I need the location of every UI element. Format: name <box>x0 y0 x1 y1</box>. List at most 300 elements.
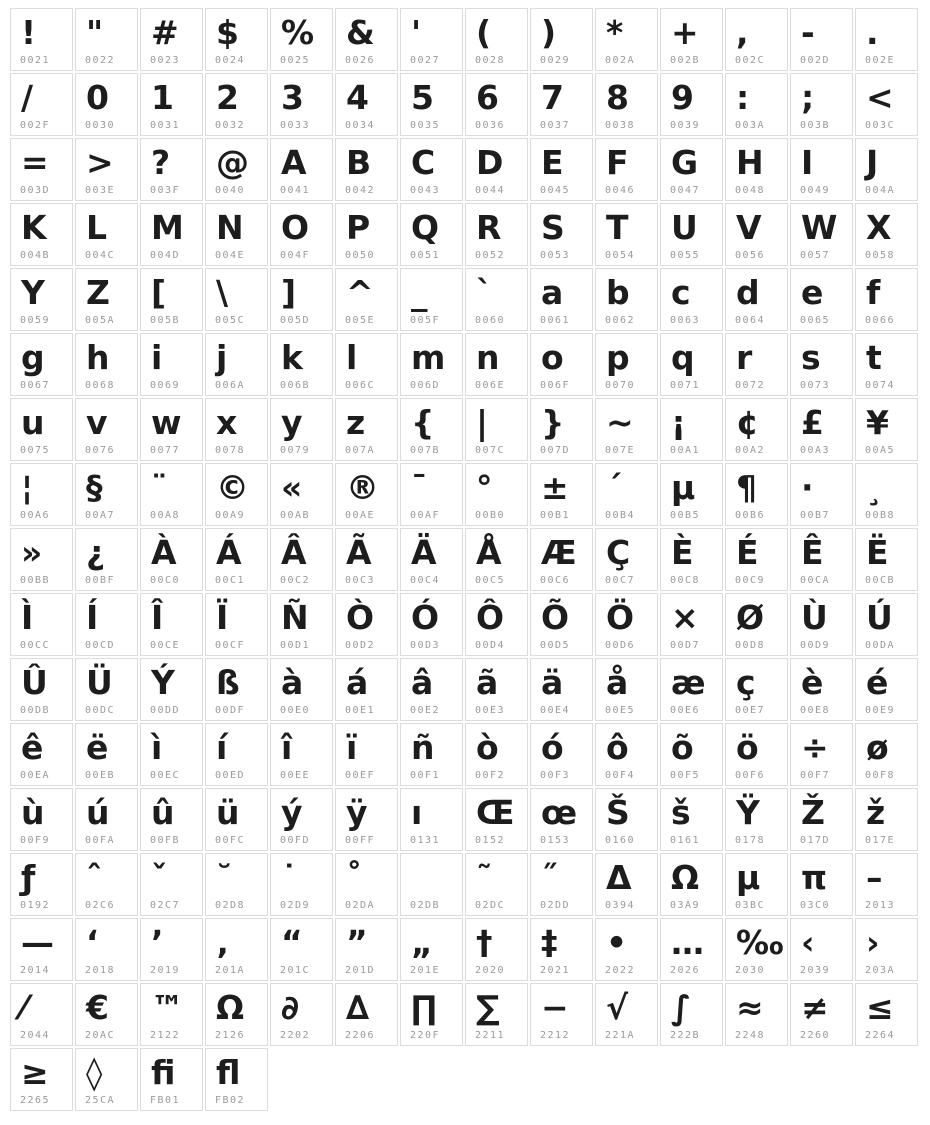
glyph-character: ﬂ <box>216 1053 241 1092</box>
glyph-cell <box>335 463 398 526</box>
glyph-cell <box>660 8 723 71</box>
glyph-cell <box>335 593 398 656</box>
glyph-code-label: 0056 <box>735 250 766 261</box>
glyph-character: ’ <box>151 923 164 962</box>
glyph-code-label: 0024 <box>215 55 246 66</box>
glyph-code-label: 00F8 <box>865 770 896 781</box>
glyph-cell <box>205 138 268 201</box>
glyph-cell <box>465 333 528 396</box>
glyph-code-label: 00FF <box>345 835 376 846</box>
glyph-code-label: 002D <box>800 55 831 66</box>
glyph-code-label: 02DA <box>345 900 376 911</box>
glyph-cell <box>400 853 463 916</box>
glyph-code-label: 00E8 <box>800 705 831 716</box>
glyph-code-label: 00BB <box>20 575 51 586</box>
glyph-character: ˆ <box>86 858 103 897</box>
glyph-character: É <box>736 533 759 572</box>
glyph-cell <box>595 918 658 981</box>
glyph-code-label: 00E6 <box>670 705 701 716</box>
glyph-character: ˙ <box>281 858 298 897</box>
glyph-cell <box>465 983 528 1046</box>
glyph-character: & <box>346 13 375 52</box>
glyph-code-label: 00BF <box>85 575 116 586</box>
glyph-character: ñ <box>411 728 435 767</box>
glyph-code-label: 00DC <box>85 705 116 716</box>
glyph-code-label: 017E <box>865 835 896 846</box>
glyph-character: ý <box>281 793 303 832</box>
glyph-character: ﬁ <box>151 1053 176 1092</box>
glyph-code-label: 00E5 <box>605 705 636 716</box>
glyph-character: | <box>476 403 489 442</box>
glyph-character: f <box>866 273 881 312</box>
glyph-code-label: 0023 <box>150 55 181 66</box>
glyph-character: C <box>411 143 436 182</box>
glyph-character: . <box>866 13 879 52</box>
glyph-character: p <box>606 338 630 377</box>
glyph-cell <box>530 528 593 591</box>
glyph-code-label: 0071 <box>670 380 701 391</box>
glyph-cell <box>10 463 73 526</box>
glyph-cell <box>660 658 723 721</box>
glyph-code-label: 2264 <box>865 1030 896 1041</box>
glyph-character: € <box>86 988 109 1027</box>
glyph-character: ¨ <box>151 468 168 507</box>
glyph-code-label: 00CD <box>85 640 116 651</box>
glyph-character: › <box>866 923 880 962</box>
glyph-code-label: 00A9 <box>215 510 246 521</box>
glyph-code-label: 0042 <box>345 185 376 196</box>
glyph-code-label: 25CA <box>85 1095 116 1106</box>
glyph-character: ) <box>541 13 557 52</box>
glyph-cell <box>75 853 138 916</box>
glyph-code-label: 0051 <box>410 250 441 261</box>
glyph-cell <box>205 8 268 71</box>
glyph-character: a <box>541 273 564 312</box>
glyph-cell <box>660 138 723 201</box>
glyph-cell <box>75 788 138 851</box>
glyph-character: } <box>541 403 565 442</box>
glyph-character: = <box>21 143 49 182</box>
glyph-character: 7 <box>541 78 564 117</box>
glyph-character: ? <box>151 143 171 182</box>
glyph-cell <box>400 723 463 786</box>
glyph-character: ÿ <box>346 793 368 832</box>
glyph-character: ê <box>21 728 44 767</box>
glyph-cell <box>660 853 723 916</box>
glyph-cell <box>10 138 73 201</box>
glyph-character: g <box>21 338 45 377</box>
glyph-cell <box>530 333 593 396</box>
glyph-code-label: 00E3 <box>475 705 506 716</box>
glyph-cell <box>725 853 788 916</box>
glyph-cell <box>335 853 398 916</box>
glyph-cell <box>335 658 398 721</box>
glyph-code-label: 0035 <box>410 120 441 131</box>
glyph-cell <box>595 333 658 396</box>
glyph-cell <box>205 203 268 266</box>
glyph-code-label: 0062 <box>605 315 636 326</box>
glyph-code-label: 004A <box>865 185 896 196</box>
glyph-cell <box>530 138 593 201</box>
glyph-character: ∂ <box>281 988 299 1027</box>
glyph-code-label: 006B <box>280 380 311 391</box>
glyph-cell <box>205 333 268 396</box>
glyph-cell <box>140 528 203 591</box>
glyph-code-label: 0072 <box>735 380 766 391</box>
glyph-character: ! <box>21 13 37 52</box>
glyph-character: Î <box>151 598 164 637</box>
glyph-cell <box>465 528 528 591</box>
glyph-code-label: 2039 <box>800 965 831 976</box>
glyph-character: ° <box>476 468 493 507</box>
glyph-cell <box>75 8 138 71</box>
glyph-character: ž <box>866 793 886 832</box>
glyph-cell <box>790 918 853 981</box>
glyph-cell <box>400 8 463 71</box>
glyph-cell <box>205 268 268 331</box>
glyph-character: V <box>736 208 762 247</box>
glyph-cell <box>855 463 918 526</box>
glyph-code-label: 005E <box>345 315 376 326</box>
glyph-code-label: 00B0 <box>475 510 506 521</box>
glyph-cell <box>205 528 268 591</box>
glyph-cell <box>400 333 463 396</box>
glyph-cell <box>140 1048 203 1111</box>
glyph-cell <box>790 333 853 396</box>
glyph-cell <box>530 658 593 721</box>
glyph-character: E <box>541 143 564 182</box>
glyph-cell <box>335 203 398 266</box>
glyph-character: ç <box>736 663 756 702</box>
glyph-cell <box>855 398 918 461</box>
glyph-character: 0 <box>86 78 109 117</box>
glyph-cell <box>140 983 203 1046</box>
glyph-cell <box>465 788 528 851</box>
glyph-code-label: 0038 <box>605 120 636 131</box>
glyph-code-label: 0036 <box>475 120 506 131</box>
glyph-cell <box>790 788 853 851</box>
glyph-code-label: 004B <box>20 250 51 261</box>
glyph-cell <box>10 203 73 266</box>
glyph-cell <box>270 463 333 526</box>
glyph-code-label: 00CF <box>215 640 246 651</box>
glyph-code-label: 0043 <box>410 185 441 196</box>
glyph-cell <box>855 138 918 201</box>
glyph-code-label: 00C0 <box>150 575 181 586</box>
glyph-character: T <box>606 208 629 247</box>
glyph-cell <box>855 723 918 786</box>
glyph-character: K <box>21 208 47 247</box>
glyph-character: S <box>541 208 565 247</box>
glyph-character: ; <box>801 78 815 117</box>
glyph-code-label: 00C8 <box>670 575 701 586</box>
glyph-code-label: 00B6 <box>735 510 766 521</box>
glyph-character: Ì <box>21 598 34 637</box>
glyph-code-label: 007D <box>540 445 571 456</box>
glyph-cell <box>660 788 723 851</box>
glyph-cell <box>270 918 333 981</box>
glyph-cell <box>10 1048 73 1111</box>
glyph-character: ÷ <box>801 728 829 767</box>
glyph-code-label: 2013 <box>865 900 896 911</box>
glyph-cell <box>335 8 398 71</box>
glyph-cell <box>400 463 463 526</box>
glyph-code-label: 00A1 <box>670 445 701 456</box>
glyph-character: π <box>801 858 828 897</box>
glyph-code-label: 005F <box>410 315 441 326</box>
glyph-code-label: 00E2 <box>410 705 441 716</box>
glyph-character: ¥ <box>866 403 889 442</box>
glyph-character: ˚ <box>346 858 363 897</box>
glyph-character: 5 <box>411 78 434 117</box>
glyph-code-label: 2122 <box>150 1030 181 1041</box>
glyph-cell <box>530 8 593 71</box>
glyph-character: n <box>476 338 500 377</box>
glyph-character: ‘ <box>86 923 99 962</box>
glyph-cell <box>335 268 398 331</box>
glyph-cell <box>140 723 203 786</box>
glyph-code-label: 0033 <box>280 120 311 131</box>
glyph-character: ” <box>346 923 368 962</box>
glyph-cell <box>855 268 918 331</box>
glyph-code-label: 00F6 <box>735 770 766 781</box>
glyph-code-label: 00C2 <box>280 575 311 586</box>
glyph-cell <box>855 983 918 1046</box>
glyph-code-label: 00AF <box>410 510 441 521</box>
glyph-code-label: 0192 <box>20 900 51 911</box>
glyph-cell <box>660 983 723 1046</box>
glyph-character: L <box>86 208 108 247</box>
glyph-character: R <box>476 208 502 247</box>
glyph-code-label: 007B <box>410 445 441 456</box>
glyph-character: Ø <box>736 598 765 637</box>
glyph-cell <box>530 918 593 981</box>
glyph-code-label: 0065 <box>800 315 831 326</box>
glyph-cell <box>400 398 463 461</box>
glyph-code-label: 2021 <box>540 965 571 976</box>
glyph-code-label: 00EC <box>150 770 181 781</box>
glyph-code-label: 2260 <box>800 1030 831 1041</box>
glyph-character: Œ <box>476 793 515 832</box>
glyph-cell <box>725 138 788 201</box>
glyph-character: v <box>86 403 108 442</box>
glyph-cell <box>75 593 138 656</box>
glyph-character: ≈ <box>736 988 764 1027</box>
glyph-character: ◊ <box>86 1053 103 1092</box>
glyph-cell <box>855 593 918 656</box>
glyph-character: µ <box>671 468 696 507</box>
glyph-cell <box>595 723 658 786</box>
glyph-character: ∫ <box>671 988 692 1027</box>
glyph-character: 6 <box>476 78 499 117</box>
glyph-cell <box>725 983 788 1046</box>
glyph-character: Q <box>411 208 440 247</box>
glyph-code-label: 2030 <box>735 965 766 976</box>
glyph-character: Ã <box>346 533 372 572</box>
glyph-character: u <box>21 403 45 442</box>
glyph-cell <box>725 723 788 786</box>
glyph-cell <box>10 593 73 656</box>
glyph-character: ˘ <box>216 858 233 897</box>
glyph-code-label: 004C <box>85 250 116 261</box>
glyph-cell <box>75 463 138 526</box>
glyph-character: £ <box>801 403 824 442</box>
glyph-code-label: 00E7 <box>735 705 766 716</box>
glyph-character: Æ <box>541 533 577 572</box>
glyph-character: ] <box>281 273 297 312</box>
glyph-cell <box>75 1048 138 1111</box>
glyph-cell <box>465 8 528 71</box>
glyph-character: å <box>606 663 629 702</box>
glyph-character: F <box>606 143 629 182</box>
glyph-cell <box>790 593 853 656</box>
glyph-code-label: 0040 <box>215 185 246 196</box>
glyph-code-label: 02DB <box>410 900 441 911</box>
glyph-cell <box>725 593 788 656</box>
glyph-code-label: 0076 <box>85 445 116 456</box>
glyph-character: ƒ <box>21 858 36 897</box>
glyph-cell <box>205 723 268 786</box>
glyph-character: È <box>671 533 694 572</box>
glyph-code-label: 00F9 <box>20 835 51 846</box>
glyph-cell <box>400 268 463 331</box>
glyph-cell <box>10 853 73 916</box>
glyph-code-label: 20AC <box>85 1030 116 1041</box>
glyph-code-label: 0021 <box>20 55 51 66</box>
glyph-character: ö <box>736 728 759 767</box>
glyph-cell <box>660 398 723 461</box>
glyph-code-label: 0153 <box>540 835 571 846</box>
glyph-code-label: 00A6 <box>20 510 51 521</box>
glyph-character: ¡ <box>671 403 687 442</box>
glyph-cell <box>10 723 73 786</box>
glyph-cell <box>530 853 593 916</box>
glyph-code-label: 00EF <box>345 770 376 781</box>
glyph-code-label: 02C7 <box>150 900 181 911</box>
glyph-code-label: 00F7 <box>800 770 831 781</box>
glyph-cell <box>205 658 268 721</box>
glyph-code-label: 00D7 <box>670 640 701 651</box>
glyph-character: š <box>671 793 691 832</box>
glyph-character: D <box>476 143 504 182</box>
glyph-code-label: 00D4 <box>475 640 506 651</box>
glyph-cell <box>725 73 788 136</box>
glyph-cell <box>855 918 918 981</box>
glyph-code-label: 0064 <box>735 315 766 326</box>
glyph-cell <box>530 983 593 1046</box>
glyph-character: M <box>151 208 184 247</box>
glyph-character: æ <box>671 663 706 702</box>
glyph-cell <box>75 983 138 1046</box>
glyph-character: ‰ <box>736 923 784 962</box>
glyph-character: “ <box>281 923 303 962</box>
glyph-cell <box>270 528 333 591</box>
glyph-code-label: 007C <box>475 445 506 456</box>
glyph-cell <box>140 788 203 851</box>
glyph-character: Ó <box>411 598 440 637</box>
glyph-character: Ç <box>606 533 631 572</box>
glyph-code-label: 201C <box>280 965 311 976</box>
glyph-cell <box>270 203 333 266</box>
glyph-cell <box>205 398 268 461</box>
glyph-code-label: 00FD <box>280 835 311 846</box>
glyph-code-label: 0077 <box>150 445 181 456</box>
glyph-character: … <box>671 923 704 962</box>
glyph-character: Ë <box>866 533 889 572</box>
glyph-character: Ý <box>151 663 175 702</box>
glyph-character: $ <box>216 13 239 52</box>
glyph-code-label: 00C4 <box>410 575 441 586</box>
glyph-cell <box>790 138 853 201</box>
glyph-character: y <box>281 403 303 442</box>
glyph-cell <box>790 203 853 266</box>
glyph-cell <box>595 593 658 656</box>
glyph-code-label: 004F <box>280 250 311 261</box>
glyph-code-label: 0057 <box>800 250 831 261</box>
glyph-code-label: 00FC <box>215 835 246 846</box>
glyph-character: w <box>151 403 182 442</box>
glyph-cell <box>10 658 73 721</box>
glyph-code-label: 0059 <box>20 315 51 326</box>
glyph-code-label: 00EB <box>85 770 116 781</box>
glyph-code-label: 0044 <box>475 185 506 196</box>
glyph-cell <box>270 138 333 201</box>
glyph-character: ` <box>476 273 493 312</box>
glyph-character: Y <box>21 273 45 312</box>
glyph-code-label: 00E0 <box>280 705 311 716</box>
glyph-code-label: 0073 <box>800 380 831 391</box>
glyph-character: Ñ <box>281 598 309 637</box>
glyph-character: ˝ <box>541 858 558 897</box>
glyph-cell <box>75 918 138 981</box>
glyph-character: û <box>151 793 175 832</box>
glyph-cell <box>790 398 853 461</box>
glyph-code-label: 0060 <box>475 315 506 326</box>
glyph-cell <box>400 138 463 201</box>
glyph-character: ≠ <box>801 988 829 1027</box>
glyph-character: k <box>281 338 303 377</box>
glyph-character: B <box>346 143 372 182</box>
glyph-code-label: 00C1 <box>215 575 246 586</box>
glyph-code-label: 201E <box>410 965 441 976</box>
glyph-code-label: 00F5 <box>670 770 701 781</box>
glyph-cell <box>725 8 788 71</box>
glyph-code-label: 00C7 <box>605 575 636 586</box>
glyph-code-label: 00F2 <box>475 770 506 781</box>
glyph-code-label: 00B8 <box>865 510 896 521</box>
glyph-cell <box>465 593 528 656</box>
glyph-character: ã <box>476 663 499 702</box>
glyph-cell <box>595 268 658 331</box>
glyph-cell <box>660 203 723 266</box>
glyph-character: l <box>346 338 358 377</box>
glyph-code-label: 0027 <box>410 55 441 66</box>
glyph-code-label: 0028 <box>475 55 506 66</box>
glyph-character: d <box>736 273 760 312</box>
glyph-character: ≤ <box>866 988 894 1027</box>
glyph-character: Δ <box>606 858 632 897</box>
glyph-character: Ï <box>216 598 229 637</box>
glyph-code-label: 005A <box>85 315 116 326</box>
glyph-cell <box>140 918 203 981</box>
glyph-cell <box>465 918 528 981</box>
glyph-code-label: 0047 <box>670 185 701 196</box>
glyph-character: ( <box>476 13 492 52</box>
glyph-cell <box>790 723 853 786</box>
glyph-character: P <box>346 208 371 247</box>
glyph-code-label: 00FB <box>150 835 181 846</box>
glyph-character: ˇ <box>151 858 168 897</box>
